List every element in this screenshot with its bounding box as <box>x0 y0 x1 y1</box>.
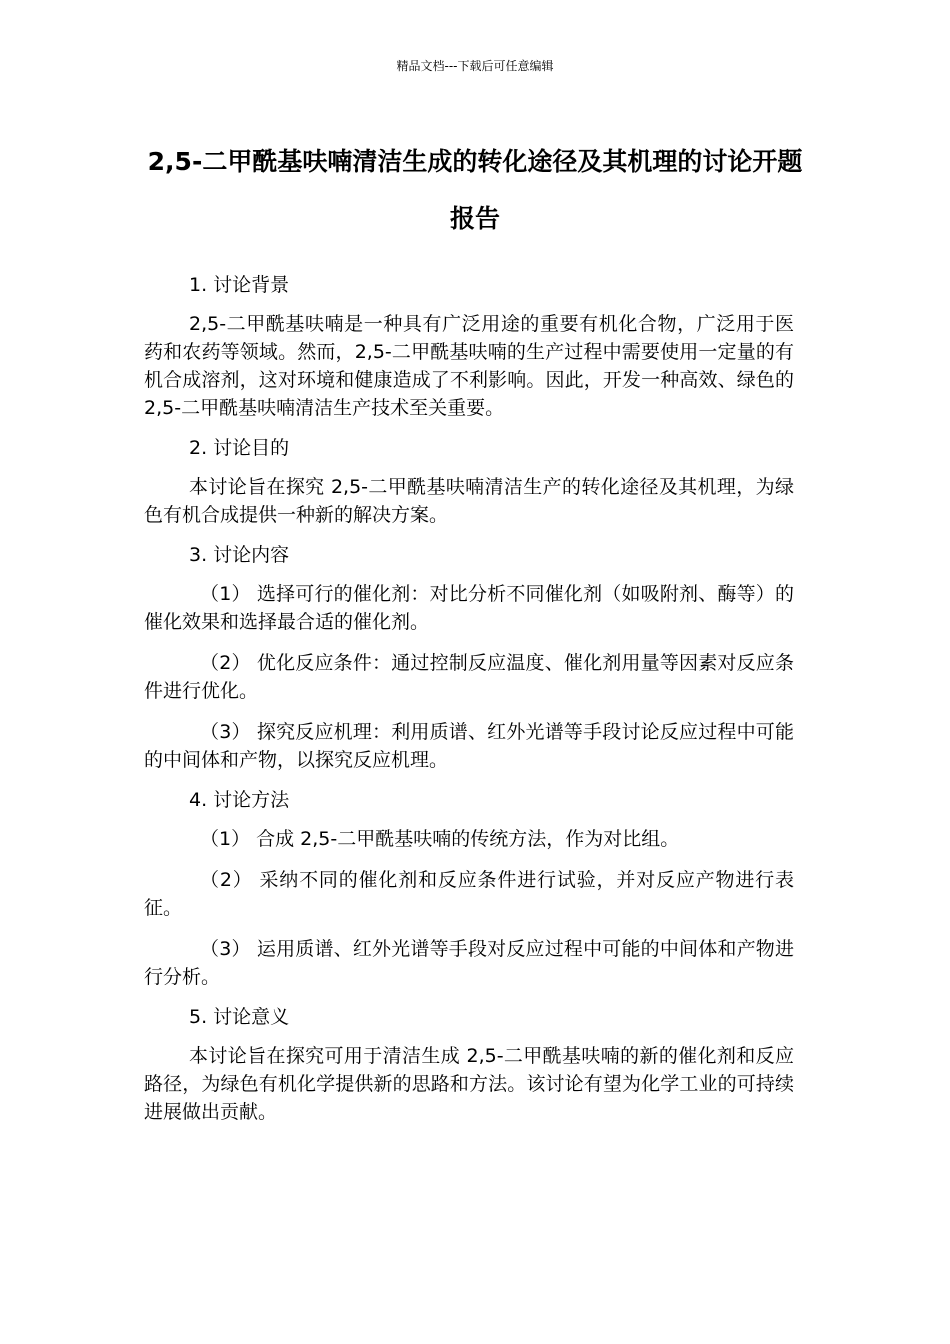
list-item: （1） 选择可行的催化剂：对比分析不同催化剂（如吸附剂、酶等）的催化效果和选择最合适的催化剂。 <box>144 583 794 633</box>
header-note: 精品文档---下载后可任意编辑 <box>396 59 554 73</box>
section-background <box>144 272 794 422</box>
paragraph: 本讨论旨在探究可用于清洁生成 2,5-二甲酰基呋喃的新的催化剂和反应路径，为绿色有机化学提供新的思路和方法。该讨论有望为化学工业的可持续进展做出贡献。 <box>144 1045 794 1123</box>
section-method <box>144 787 794 991</box>
document-body <box>144 272 794 1139</box>
section-heading: 2. 讨论目的 <box>189 437 290 459</box>
list-item: （1） 合成 2,5-二甲酰基呋喃的传统方法，作为对比组。 <box>200 828 680 850</box>
section-purpose <box>144 435 794 529</box>
section-significance <box>144 1004 794 1126</box>
document-title: 2,5-二甲酰基呋喃清洁生成的转化途径及其机理的讨论开题报告 <box>147 147 803 233</box>
section-content <box>144 542 794 774</box>
section-heading: 5. 讨论意义 <box>189 1006 290 1028</box>
section-heading: 3. 讨论内容 <box>189 544 290 566</box>
paragraph: 本讨论旨在探究 2,5-二甲酰基呋喃清洁生产的转化途径及其机理，为绿色有机合成提供一种新的解决方案。 <box>144 476 794 526</box>
list-item: （2） 采纳不同的催化剂和反应条件进行试验，并对反应产物进行表征。 <box>144 869 794 919</box>
paragraph: 2,5-二甲酰基呋喃是一种具有广泛用途的重要有机化合物，广泛用于医药和农药等领域。然而，2,5-二甲酰基呋喃的生产过程中需要使用一定量的有机合成溶剂，这对环境和健康造成了不利影响。因此，开发一种高效、绿色的 2,5-二甲酰基呋喃清洁生产技术至关重要。 <box>144 313 794 419</box>
list-item: （2） 优化反应条件：通过控制反应温度、催化剂用量等因素对反应条件进行优化。 <box>144 652 794 702</box>
list-item: （3） 运用质谱、红外光谱等手段对反应过程中可能的中间体和产物进行分析。 <box>144 938 794 988</box>
section-heading: 4. 讨论方法 <box>189 789 290 811</box>
section-heading: 1. 讨论背景 <box>189 274 290 296</box>
list-item: （3） 探究反应机理：利用质谱、红外光谱等手段讨论反应过程中可能的中间体和产物，以探究反应机理。 <box>144 721 794 771</box>
